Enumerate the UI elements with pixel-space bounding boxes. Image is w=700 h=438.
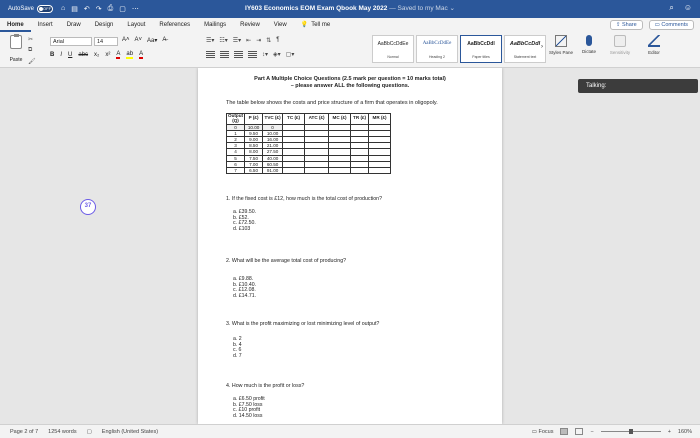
- table-header: MC (£): [329, 114, 351, 125]
- option: b. 4: [233, 341, 242, 348]
- table-cell: 10.00: [263, 130, 283, 136]
- option: b. £10.40.: [233, 281, 257, 288]
- option: d. £103: [233, 225, 251, 232]
- superscript-button[interactable]: x²: [105, 52, 111, 58]
- table-cell: [369, 167, 391, 173]
- table-cell: 7.50: [245, 155, 263, 161]
- table-header: Output (Q): [228, 113, 244, 123]
- align-center-icon[interactable]: [220, 51, 229, 58]
- clipboard-icon: [10, 35, 22, 49]
- table-cell: 9.50: [245, 130, 263, 136]
- table-cell: 2: [227, 136, 245, 142]
- table-cell: [329, 167, 351, 173]
- table-cell: 0: [263, 124, 283, 130]
- more-icon[interactable]: ⋯: [131, 6, 139, 13]
- paste-label: Paste: [9, 57, 23, 63]
- change-case-button[interactable]: Aa▾: [147, 38, 158, 44]
- font-name-select[interactable]: Arial: [50, 37, 92, 46]
- chevron-right-icon[interactable]: ›: [541, 44, 543, 50]
- language-indicator[interactable]: English (United States): [101, 428, 159, 435]
- option: a. £6.50 profit: [233, 396, 265, 402]
- table-cell: 91.00: [263, 167, 283, 173]
- style-heading-2[interactable]: AaBbCcDdEe Heading 2: [416, 35, 458, 63]
- question-1-options: [233, 210, 256, 232]
- tab-references[interactable]: References: [159, 22, 191, 28]
- table-cell: 0: [227, 124, 245, 130]
- table-header-row: [227, 114, 391, 125]
- justify-icon[interactable]: [248, 51, 257, 58]
- style-normal[interactable]: AaBbCcDdEe Normal: [372, 35, 414, 63]
- lightbulb-icon: 💡: [300, 22, 309, 28]
- table-header: ATC (£): [305, 114, 329, 125]
- table-cell: 9.00: [245, 136, 263, 142]
- shading-icon[interactable]: ◈▾: [273, 52, 281, 58]
- web-layout-view-button[interactable]: [575, 428, 583, 435]
- save-icon[interactable]: ▤: [71, 6, 78, 13]
- table-cell: 7: [227, 167, 245, 173]
- option: b. £7.50 loss: [233, 401, 263, 408]
- proofing-icon[interactable]: ▢: [86, 428, 92, 435]
- question-2: 2. What will be the average total cost of producing?: [226, 258, 347, 264]
- clear-formatting-button[interactable]: A̶: [162, 37, 167, 43]
- increase-indent-icon[interactable]: ⇥: [256, 38, 262, 44]
- home-icon[interactable]: ⌂: [61, 5, 66, 12]
- borders-icon[interactable]: ▢▾: [285, 52, 295, 58]
- option: d. 14.50 loss: [233, 412, 263, 419]
- zoom-out-icon[interactable]: −: [590, 428, 594, 435]
- sensitivity-icon: [614, 35, 626, 47]
- document-name: IY603 Economics EOM Exam Qbook May 2022: [245, 5, 388, 12]
- line-spacing-icon[interactable]: ↕▾: [262, 52, 269, 58]
- editor-button[interactable]: Editor: [640, 35, 668, 55]
- tab-design[interactable]: Design: [94, 22, 114, 28]
- strikethrough-button[interactable]: abc: [78, 52, 89, 58]
- table-cell: 1: [227, 130, 245, 136]
- redo-icon[interactable]: ↷: [95, 6, 102, 13]
- style-paper-titles[interactable]: AaBbCcDdI Paper titles: [460, 35, 502, 63]
- autosave-control[interactable]: [8, 5, 53, 13]
- save-status: — Saved to my Mac ⌄: [389, 5, 455, 12]
- bold-button[interactable]: B: [50, 52, 55, 58]
- autosave-label: AutoSave: [8, 6, 35, 12]
- microphone-icon: [586, 35, 592, 46]
- table-cell: 8.50: [245, 143, 263, 149]
- table-header: TR (£): [351, 114, 369, 125]
- autosave-toggle[interactable]: OFF: [37, 5, 53, 13]
- format-painter-icon[interactable]: 🖌: [28, 59, 36, 65]
- pilcrow-icon[interactable]: ¶: [276, 37, 280, 43]
- word-count[interactable]: 1254 words: [48, 428, 77, 435]
- table-header: TVC (£): [263, 114, 283, 125]
- tab-draw[interactable]: Draw: [66, 22, 81, 28]
- align-left-icon[interactable]: [206, 51, 215, 58]
- template-icon[interactable]: ▢: [119, 6, 126, 13]
- align-right-icon[interactable]: [234, 51, 243, 58]
- tell-me-label: Tell me: [311, 22, 331, 28]
- focus-button[interactable]: ▭ Focus: [531, 428, 554, 435]
- comment-icon: ▭: [654, 22, 662, 28]
- option: c. 6: [233, 347, 242, 354]
- font-size-select[interactable]: 14: [94, 37, 118, 46]
- title-bar: [0, 0, 700, 18]
- page-count[interactable]: Page 2 of 7: [10, 428, 39, 435]
- dictate-button[interactable]: Dictate: [575, 35, 603, 54]
- option: c. £12.08.: [233, 287, 256, 294]
- font-color-button[interactable]: A: [139, 51, 144, 57]
- styles-pane-button[interactable]: Styles Pane: [547, 35, 575, 55]
- table-row: [227, 167, 391, 173]
- tab-mailings[interactable]: Mailings: [204, 22, 227, 28]
- pen-icon: [648, 35, 660, 47]
- tell-me-box[interactable]: [294, 18, 338, 32]
- table-cell: 10.00: [245, 124, 263, 130]
- tab-view[interactable]: View: [273, 22, 287, 28]
- tab-insert[interactable]: Insert: [37, 22, 53, 28]
- table-cell: 7.00: [245, 161, 263, 167]
- table-cell: 27.50: [263, 149, 283, 155]
- table-header: TC (£): [283, 114, 305, 125]
- status-bar: [0, 424, 700, 438]
- numbering-icon[interactable]: ☷▾: [219, 38, 228, 44]
- table-cell: 8.00: [245, 149, 263, 155]
- document-page[interactable]: [198, 68, 502, 424]
- tab-layout[interactable]: Layout: [127, 22, 146, 28]
- print-icon[interactable]: ⎙: [107, 5, 114, 12]
- undo-icon[interactable]: ↶: [83, 6, 90, 13]
- cost-table: [226, 113, 391, 174]
- share-button[interactable]: ⇪ Share: [610, 20, 643, 30]
- option: c. £10 profit: [233, 407, 261, 414]
- paste-button[interactable]: [6, 35, 26, 63]
- table-cell: 3: [227, 143, 245, 149]
- table-cell: 40.00: [263, 155, 283, 161]
- document-canvas[interactable]: [0, 68, 700, 424]
- table-cell: 60.50: [263, 161, 283, 167]
- share-icon: ⇪: [615, 22, 622, 28]
- sensitivity-button[interactable]: Sensitivity: [606, 35, 634, 55]
- styles-gallery: [372, 35, 546, 63]
- style-statement-text[interactable]: AaBbCcDdI Statement text: [504, 35, 546, 63]
- underline-button[interactable]: U: [68, 52, 73, 58]
- table-header: P (£): [245, 114, 263, 125]
- table-cell: [283, 167, 305, 173]
- table-header: MR (£): [369, 114, 391, 125]
- grow-font-button[interactable]: A˄: [122, 37, 130, 43]
- option: d. £14.71.: [233, 292, 257, 299]
- option: b. £52.: [233, 214, 249, 221]
- question-3: 3. What is the profit maximizing or lost minimizing level of output?: [226, 321, 380, 327]
- bullets-icon[interactable]: ☰▾: [206, 38, 215, 44]
- table-cell: 6.50: [245, 167, 263, 173]
- search-icon[interactable]: ⌕: [669, 3, 674, 12]
- option: c. £72.50.: [233, 220, 256, 227]
- tab-review[interactable]: Review: [240, 22, 260, 28]
- multilevel-list-icon[interactable]: ☰▾: [232, 38, 242, 44]
- zoom-slider[interactable]: [601, 431, 661, 432]
- cut-icon[interactable]: ✂: [28, 37, 34, 43]
- option: a. £9.88.: [233, 276, 254, 282]
- option: a. £39.50.: [233, 209, 257, 215]
- table-cell: 5: [227, 155, 245, 161]
- zoom-level[interactable]: 160%: [677, 428, 692, 435]
- talking-indicator: Talking:: [578, 79, 698, 93]
- decrease-indent-icon[interactable]: ⇤: [246, 38, 252, 44]
- shrink-font-button[interactable]: A˅: [134, 37, 143, 43]
- intro-paragraph: The table below shows the costs and price structure of a firm that operates in oligopoly.: [226, 100, 438, 106]
- subscript-button[interactable]: x₂: [94, 52, 100, 58]
- zoom-in-icon[interactable]: +: [667, 428, 671, 435]
- table-cell: [305, 167, 329, 173]
- print-layout-view-button[interactable]: [560, 428, 568, 435]
- account-icon[interactable]: ☺: [683, 3, 692, 12]
- focus-icon: ▭: [531, 428, 539, 435]
- italic-button[interactable]: I: [60, 52, 63, 58]
- option: d. 7: [233, 352, 242, 359]
- notification-badge[interactable]: 37: [80, 199, 96, 215]
- sort-icon[interactable]: ⇅: [266, 38, 272, 44]
- home-ribbon: [0, 32, 700, 68]
- question-4-options: [233, 397, 265, 419]
- table-cell: 16.00: [263, 136, 283, 142]
- question-3-options: [233, 337, 242, 359]
- section-heading: Part A Multiple Choice Questions (2.5 mark per question = 10 marks total) – please answer ALL the following questions.: [254, 76, 446, 89]
- option: a. 2: [233, 336, 242, 342]
- comments-button[interactable]: ▭ Comments: [649, 20, 694, 30]
- quick-access-toolbar: [61, 5, 139, 13]
- text-effects-button[interactable]: A: [116, 51, 121, 57]
- question-2-options: [233, 277, 256, 299]
- question-1: 1. If the fixed cost is £12, how much is the total cost of production?: [226, 196, 383, 202]
- copy-icon[interactable]: ⧉: [28, 47, 33, 53]
- table-cell: 6: [227, 161, 245, 167]
- question-4: 4. How much is the profit or loss?: [226, 383, 305, 389]
- table-cell: 21.00: [263, 143, 283, 149]
- tab-home[interactable]: Home: [0, 18, 31, 32]
- table-cell: [351, 167, 369, 173]
- ribbon-tabs: [0, 18, 700, 32]
- highlight-button[interactable]: ab: [126, 51, 134, 57]
- table-cell: 4: [227, 149, 245, 155]
- styles-pane-icon: [555, 35, 567, 47]
